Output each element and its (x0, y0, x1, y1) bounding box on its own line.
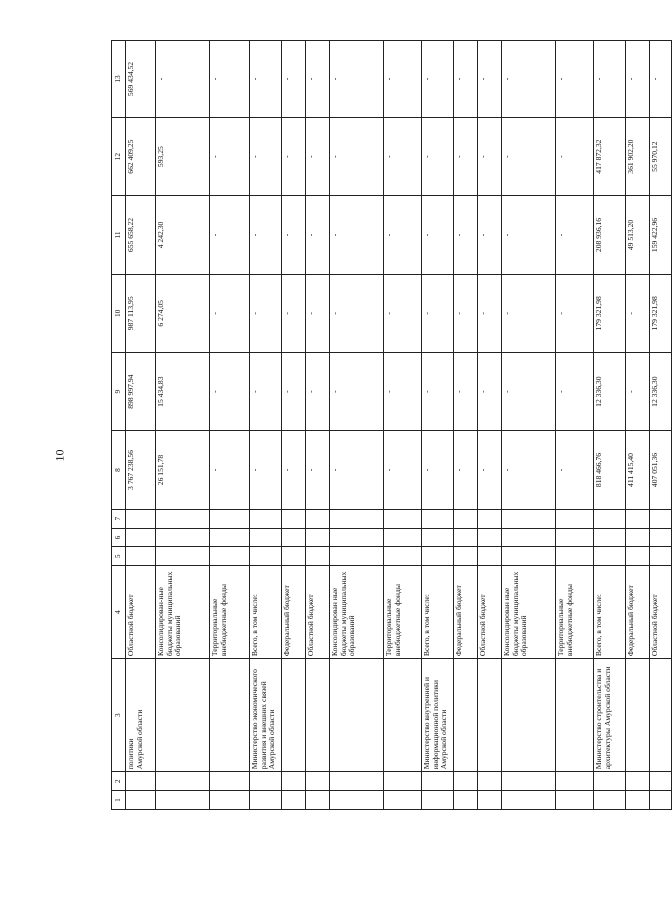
cell-c9: - (250, 352, 282, 430)
table-row (126, 41, 156, 810)
cell-c10: - (556, 274, 594, 352)
cell-c2 (478, 772, 502, 791)
cell-c1 (156, 791, 210, 810)
cell-c10: 179 321,98 (594, 274, 626, 352)
cell-c12: 593,25 (156, 117, 210, 195)
cell-c6 (422, 528, 454, 547)
cell-c12: 55 970,12 (650, 117, 672, 195)
column-number: 9 (112, 352, 126, 430)
cell-c8: - (250, 431, 282, 509)
cell-c4: Всего, в том числе: (250, 566, 282, 659)
cell-c11: - (306, 196, 330, 274)
column-number: 12 (112, 117, 126, 195)
cell-c1 (126, 791, 156, 810)
cell-c9: - (210, 352, 250, 430)
cell-c2 (626, 772, 650, 791)
cell-c8: 407 051,36 (650, 431, 672, 509)
cell-c11: - (210, 196, 250, 274)
cell-c5 (306, 547, 330, 566)
cell-c1 (306, 791, 330, 810)
cell-c9: - (422, 352, 454, 430)
table-row (556, 41, 594, 810)
column-number: 6 (112, 528, 126, 547)
cell-c5 (556, 547, 594, 566)
table-row (650, 41, 672, 810)
cell-c2 (384, 772, 422, 791)
cell-c8: - (330, 431, 384, 509)
cell-c2 (454, 772, 478, 791)
cell-c7 (650, 509, 672, 528)
cell-c11: - (422, 196, 454, 274)
cell-c2 (156, 772, 210, 791)
cell-c1 (454, 791, 478, 810)
cell-c2 (306, 772, 330, 791)
table-row (384, 41, 422, 810)
cell-c9: - (306, 352, 330, 430)
cell-c1 (650, 791, 672, 810)
cell-c2 (282, 772, 306, 791)
cell-c10: 6 274,05 (156, 274, 210, 352)
cell-c6 (556, 528, 594, 547)
cell-c1 (384, 791, 422, 810)
cell-c6 (478, 528, 502, 547)
cell-c10: - (454, 274, 478, 352)
cell-c7 (422, 509, 454, 528)
cell-c9: - (330, 352, 384, 430)
cell-c3 (502, 659, 556, 772)
cell-c13: - (282, 41, 306, 118)
cell-c3 (384, 659, 422, 772)
cell-c7 (282, 509, 306, 528)
cell-c8: 411 415,40 (626, 431, 650, 509)
cell-c4: Федеральный бюджет (626, 566, 650, 659)
cell-c4: Областной бюджет (478, 566, 502, 659)
cell-c3 (282, 659, 306, 772)
cell-c1 (250, 791, 282, 810)
cell-c13: - (556, 41, 594, 118)
cell-c11: - (478, 196, 502, 274)
cell-c6 (454, 528, 478, 547)
column-number: 5 (112, 547, 126, 566)
cell-c9: - (502, 352, 556, 430)
cell-c4: Территориальные внебюджетные фонды (210, 566, 250, 659)
column-number: 2 (112, 772, 126, 791)
cell-c10: 179 321,98 (650, 274, 672, 352)
cell-c12: - (384, 117, 422, 195)
cell-c9: 898 997,94 (126, 352, 156, 430)
cell-c11: - (384, 196, 422, 274)
cell-c13: - (210, 41, 250, 118)
cell-c10: - (250, 274, 282, 352)
cell-c7 (210, 509, 250, 528)
cell-c2 (422, 772, 454, 791)
column-number: 4 (112, 566, 126, 659)
cell-c5 (478, 547, 502, 566)
table-row (478, 41, 502, 810)
cell-c3 (650, 659, 672, 772)
cell-c8: - (478, 431, 502, 509)
cell-c10: - (384, 274, 422, 352)
cell-c5 (282, 547, 306, 566)
cell-c11: - (556, 196, 594, 274)
cell-c12: - (330, 117, 384, 195)
cell-c4: Консолидирован ные бюджеты муниципальных образований (330, 566, 384, 659)
table-row (156, 41, 210, 810)
cell-c6 (626, 528, 650, 547)
cell-c1 (422, 791, 454, 810)
cell-c9: - (384, 352, 422, 430)
cell-c4: Всего, в том числе: (422, 566, 454, 659)
cell-c3: Министерство внутренней и информационной политики Амурской области (422, 659, 454, 772)
cell-c13: - (502, 41, 556, 118)
cell-c2 (594, 772, 626, 791)
cell-c10: - (626, 274, 650, 352)
cell-c13: 569 434,52 (126, 41, 156, 118)
cell-c10: - (330, 274, 384, 352)
cell-c13: - (650, 41, 672, 118)
cell-c1 (556, 791, 594, 810)
cell-c10: - (210, 274, 250, 352)
page-number: 10 (52, 449, 67, 462)
cell-c12: 662 409,25 (126, 117, 156, 195)
cell-c5 (210, 547, 250, 566)
cell-c3: Министерство строительства и архитектуры Амурской области (594, 659, 626, 772)
cell-c7 (594, 509, 626, 528)
cell-c6 (502, 528, 556, 547)
cell-c1 (330, 791, 384, 810)
cell-c11: - (454, 196, 478, 274)
cell-c7 (556, 509, 594, 528)
table-row (502, 41, 556, 810)
cell-c12: 417 872,32 (594, 117, 626, 195)
column-number: 1 (112, 791, 126, 810)
cell-c9: - (556, 352, 594, 430)
cell-c12: - (306, 117, 330, 195)
cell-c5 (502, 547, 556, 566)
cell-c9: - (478, 352, 502, 430)
budget-table-frame (111, 40, 659, 810)
column-number: 11 (112, 196, 126, 274)
cell-c7 (454, 509, 478, 528)
cell-c7 (250, 509, 282, 528)
cell-c8: - (454, 431, 478, 509)
cell-c13: - (454, 41, 478, 118)
cell-c12: 361 902,20 (626, 117, 650, 195)
cell-c5 (650, 547, 672, 566)
cell-c10: - (502, 274, 556, 352)
table-row (422, 41, 454, 810)
table-row (282, 41, 306, 810)
cell-c6 (250, 528, 282, 547)
cell-c12: - (210, 117, 250, 195)
cell-c10: - (422, 274, 454, 352)
cell-c6 (650, 528, 672, 547)
column-number: 7 (112, 509, 126, 528)
cell-c6 (330, 528, 384, 547)
cell-c3 (626, 659, 650, 772)
cell-c1 (478, 791, 502, 810)
budget-table (111, 40, 672, 810)
cell-c4: Консолидирован ные бюджеты муниципальных образований (502, 566, 556, 659)
cell-c12: - (422, 117, 454, 195)
cell-c11: 655 658,22 (126, 196, 156, 274)
table-row (330, 41, 384, 810)
cell-c5 (330, 547, 384, 566)
cell-c7 (156, 509, 210, 528)
cell-c5 (422, 547, 454, 566)
cell-c1 (502, 791, 556, 810)
cell-c6 (594, 528, 626, 547)
cell-c13: - (594, 41, 626, 118)
cell-c11: - (330, 196, 384, 274)
cell-c6 (126, 528, 156, 547)
cell-c1 (210, 791, 250, 810)
cell-c3 (156, 659, 210, 772)
cell-c5 (384, 547, 422, 566)
table-row (626, 41, 650, 810)
cell-c4: Федеральный бюджет (454, 566, 478, 659)
cell-c3: политики Амурской области (126, 659, 156, 772)
table-row (250, 41, 282, 810)
cell-c10: - (306, 274, 330, 352)
cell-c2 (126, 772, 156, 791)
cell-c11: - (502, 196, 556, 274)
cell-c9: - (282, 352, 306, 430)
cell-c9: - (626, 352, 650, 430)
cell-c13: - (478, 41, 502, 118)
cell-c9: 12 336,30 (650, 352, 672, 430)
cell-c8: - (422, 431, 454, 509)
cell-c12: - (478, 117, 502, 195)
cell-c12: - (454, 117, 478, 195)
cell-c3 (478, 659, 502, 772)
cell-c11: 159 422,96 (650, 196, 672, 274)
cell-c10: 987 113,95 (126, 274, 156, 352)
cell-c12: - (556, 117, 594, 195)
cell-c9: 12 336,30 (594, 352, 626, 430)
cell-c4: Федеральный бюджет (282, 566, 306, 659)
cell-c12: - (250, 117, 282, 195)
cell-c13: - (384, 41, 422, 118)
cell-c8: - (282, 431, 306, 509)
cell-c8: - (306, 431, 330, 509)
cell-c13: - (626, 41, 650, 118)
cell-c8: - (502, 431, 556, 509)
cell-c5 (454, 547, 478, 566)
cell-c2 (330, 772, 384, 791)
cell-c5 (626, 547, 650, 566)
cell-c5 (156, 547, 210, 566)
cell-c4: Областной бюджет (650, 566, 672, 659)
cell-c9: - (454, 352, 478, 430)
cell-c6 (282, 528, 306, 547)
cell-c11: - (282, 196, 306, 274)
cell-c3 (330, 659, 384, 772)
cell-c11: 208 936,16 (594, 196, 626, 274)
cell-c11: 4 242,30 (156, 196, 210, 274)
table-row (594, 41, 626, 810)
cell-c7 (478, 509, 502, 528)
cell-c7 (626, 509, 650, 528)
cell-c1 (282, 791, 306, 810)
cell-c2 (556, 772, 594, 791)
column-number: 13 (112, 41, 126, 118)
cell-c7 (306, 509, 330, 528)
cell-c13: - (330, 41, 384, 118)
cell-c13: - (156, 41, 210, 118)
cell-c5 (250, 547, 282, 566)
cell-c3 (556, 659, 594, 772)
cell-c6 (306, 528, 330, 547)
cell-c8: - (556, 431, 594, 509)
cell-c3 (210, 659, 250, 772)
cell-c13: - (250, 41, 282, 118)
column-number-row (112, 41, 126, 810)
cell-c6 (384, 528, 422, 547)
cell-c6 (210, 528, 250, 547)
cell-c5 (126, 547, 156, 566)
cell-c2 (210, 772, 250, 791)
cell-c2 (502, 772, 556, 791)
cell-c8: 818 466,76 (594, 431, 626, 509)
cell-c4: Областной бюджет (306, 566, 330, 659)
cell-c8: - (384, 431, 422, 509)
column-number: 10 (112, 274, 126, 352)
cell-c9: 15 434,83 (156, 352, 210, 430)
cell-c1 (626, 791, 650, 810)
cell-c4: Территориальные внебюджетные фонды (556, 566, 594, 659)
cell-c4: Консолидирован-ные бюджеты муниципальных образований (156, 566, 210, 659)
cell-c4: Всего, в том числе: (594, 566, 626, 659)
cell-c4: Областной бюджет (126, 566, 156, 659)
column-number: 8 (112, 431, 126, 509)
cell-c11: 49 513,20 (626, 196, 650, 274)
cell-c10: - (478, 274, 502, 352)
cell-c5 (594, 547, 626, 566)
cell-c6 (156, 528, 210, 547)
cell-c3 (454, 659, 478, 772)
cell-c8: 26 151,78 (156, 431, 210, 509)
cell-c3 (306, 659, 330, 772)
table-row (454, 41, 478, 810)
cell-c7 (330, 509, 384, 528)
cell-c12: - (502, 117, 556, 195)
table-row (306, 41, 330, 810)
cell-c7 (126, 509, 156, 528)
cell-c8: 3 767 238,56 (126, 431, 156, 509)
cell-c4: Территориальные внебюджетные фонды (384, 566, 422, 659)
cell-c12: - (282, 117, 306, 195)
cell-c11: - (250, 196, 282, 274)
cell-c7 (384, 509, 422, 528)
cell-c1 (594, 791, 626, 810)
cell-c8: - (210, 431, 250, 509)
cell-c2 (650, 772, 672, 791)
cell-c7 (502, 509, 556, 528)
cell-c2 (250, 772, 282, 791)
cell-c13: - (422, 41, 454, 118)
cell-c10: - (282, 274, 306, 352)
table-row (210, 41, 250, 810)
cell-c13: - (306, 41, 330, 118)
column-number: 3 (112, 659, 126, 772)
cell-c3: Министерство экономического развития и внешних связей Амурской области (250, 659, 282, 772)
